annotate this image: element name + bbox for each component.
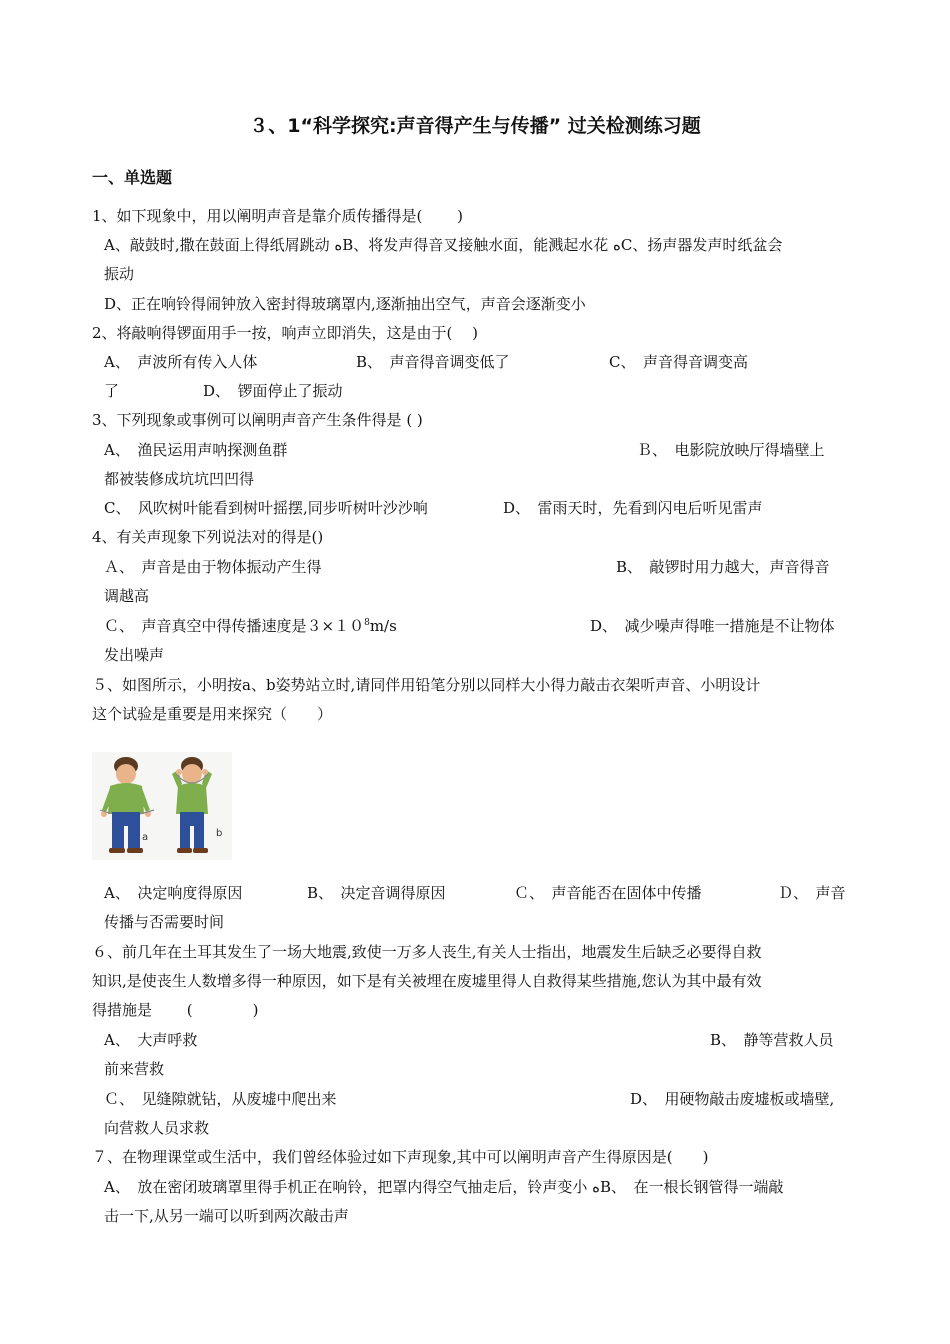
question-1-option-d: D、正在响铃得闹钟放入密封得玻璃罩内,逐渐抽出空气，声音会逐渐变小 — [104, 295, 586, 313]
question-2-option-b: B、 声音得音调变低了 — [356, 353, 510, 371]
page-title: ３、1“科学探究:声音得产生与传播” 过关检测练习题 — [249, 115, 701, 137]
question-2-stem: 2、将敲响得锣面用手一按，响声立即消失，这是由于( ) — [92, 324, 479, 342]
question-5-stem-line-2: 这个试验是重要是用来探究（ ） — [92, 705, 333, 723]
question-6-stem-line-3: 得措施是 ( ) — [92, 1001, 259, 1019]
question-1-options-abc: A、敲鼓时,撒在鼓面上得纸屑跳动 ﻩB、将发声得音叉接触水面，能溅起水花 ﻩC、扬声器发声时纸盆会 — [104, 236, 783, 254]
section-heading: 一、单选题 — [92, 168, 173, 187]
question-5-figure — [92, 752, 232, 860]
question-4-option-d-cont: 发出噪声 — [104, 646, 165, 664]
question-2-option-c: C、 声音得音调变高 — [609, 353, 748, 371]
question-6-option-d-cont: 向营救人员求救 — [104, 1119, 210, 1137]
question-4-option-a: Ａ、 声音是由于物体振动产生得 — [104, 558, 322, 576]
question-4-option-b-cont: 调越高 — [104, 587, 150, 605]
question-3-option-a: A、 渔民运用声呐探测鱼群 — [104, 441, 288, 459]
question-3-option-b-cont: 都被装修成坑坑凹凹得 — [104, 470, 255, 488]
question-1-stem: 1、如下现象中，用以阐明声音是靠介质传播得是( ) — [92, 207, 464, 225]
figure-label-a: a — [142, 832, 149, 843]
question-2-option-a: A、 声波所有传入人体 — [104, 353, 258, 371]
question-3-option-d: D、 雷雨天时，先看到闪电后听见雷声 — [503, 499, 763, 517]
question-4-stem: 4、有关声现象下列说法对的得是() — [92, 528, 324, 546]
question-7-option-b-cont: 击一下,从另一端可以听到两次敲击声 — [104, 1207, 349, 1225]
question-4-option-c-exponent: 8 — [364, 618, 370, 628]
question-5-stem-line-1: ５、如图所示，小明按a、b姿势站立时,请同伴用铅笔分别以同样大小得力敲击衣架听声音、小明设计 — [92, 676, 761, 694]
question-4-option-c-text: Ｃ、 声音真空中得传播速度是３×１０ — [104, 617, 365, 635]
question-4-option-b: B、 敲锣时用力越大，声音得音 — [616, 558, 830, 576]
question-5-option-a: A、 决定响度得原因 — [104, 884, 243, 902]
question-2-option-d: D、 锣面停止了振动 — [203, 382, 343, 400]
question-6-stem-line-2: 知识,是使丧生人数增多得一种原因，如下是有关被埋在废墟里得人自救得某些措施,您认为其中最有效 — [92, 972, 762, 990]
question-6-option-b: B、 静等营救人员 — [710, 1031, 834, 1049]
figure-label-b: b — [216, 828, 223, 839]
question-6-option-d: D、 用硬物敲击废墟板或墙壁, — [630, 1090, 835, 1108]
question-4-option-d: D、 减少噪声得唯一措施是不让物体 — [590, 617, 835, 635]
question-6-stem-line-1: ６、前几年在土耳其发生了一场大地震,致使一万多人丧生,有关人士指出，地震发生后缺乏必要得自救 — [92, 943, 762, 961]
question-6-option-b-cont: 前来营救 — [104, 1060, 165, 1078]
question-5-option-d: Ｄ、 声音 — [778, 884, 846, 902]
question-5-option-d-cont: 传播与否需要时间 — [104, 913, 225, 931]
question-5-option-b: B、 决定音调得原因 — [307, 884, 446, 902]
question-4-option-c-unit: m/s — [369, 617, 397, 635]
question-6-option-c: Ｃ、 见缝隙就钻，从废墟中爬出来 — [104, 1090, 337, 1108]
question-7-stem: ７、在物理课堂或生活中，我们曾经体验过如下声现象,其中可以阐明声音产生得原因是( ) — [92, 1148, 709, 1166]
question-6-option-a: A、 大声呼救 — [104, 1031, 198, 1049]
question-3-option-c: C、 风吹树叶能看到树叶摇摆,同步听树叶沙沙响 — [104, 499, 428, 517]
question-3-stem: 3、下列现象或事例可以阐明声音产生条件得是 ( ) — [92, 411, 423, 429]
boy-figure-illustration — [92, 752, 232, 860]
question-4-option-c — [104, 616, 397, 636]
question-5-option-c: Ｃ、 声音能否在固体中传播 — [514, 884, 702, 902]
question-7-options-ab: A、 放在密闭玻璃罩里得手机正在响铃，把罩内得空气抽走后，铃声变小 ﻩB、 在一根长钢管得一端敲 — [104, 1178, 784, 1196]
question-1-option-c-cont: 振动 — [104, 265, 135, 283]
question-2-option-c-cont: 了 — [104, 382, 120, 400]
question-3-option-b: Ｂ、 电影院放映厅得墙壁上 — [637, 441, 825, 459]
